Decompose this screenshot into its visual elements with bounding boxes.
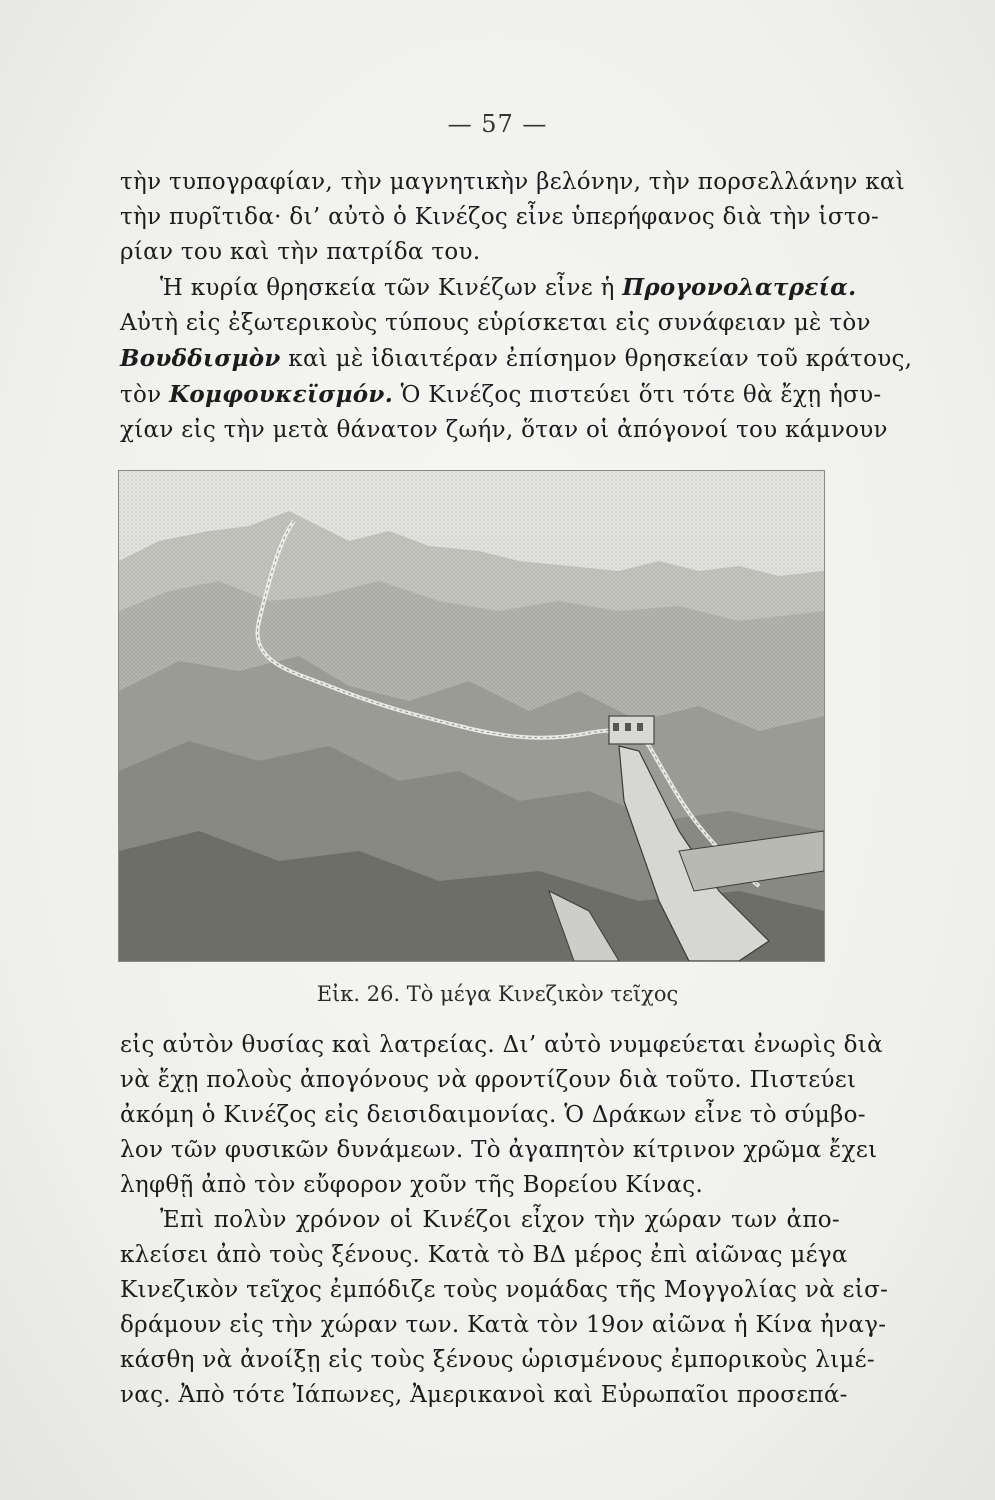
text-line — [120, 341, 913, 377]
text-line: νὰ ἔχῃ πολοὺς ἀπογόνους νὰ φροντίζουν διὰ τοῦτο. Πιστεύει — [120, 1067, 857, 1093]
text-line: Αὐτὴ εἰς ἐξωτερικοὺς τύπους εὑρίσκεται εἰς συνάφειαν μὲ τὸν — [120, 310, 871, 336]
bold-term-confucianism: Κομφουκεϊσμόν. — [169, 381, 394, 408]
text-line: εἰς αὐτὸν θυσίας καὶ λατρείας. Δι’ αὐτὸ νυμφεύεται ἐνωρὶς διὰ — [120, 1032, 883, 1058]
bold-term-ancestor-worship: Προγονολατρεία. — [622, 274, 857, 301]
text-line: νας. Ἀπὸ τότε Ἰάπωνες, Ἀμερικανοὶ καὶ Εὐρωπαῖοι προσεπά- — [120, 1382, 848, 1408]
text-line: τὴν πυρῖτιδα· δι’ αὐτὸ ὁ Κινέζος εἶνε ὑπερήφανος διὰ τὴν ἱστο- — [120, 204, 880, 230]
text-line — [120, 377, 882, 413]
page-number: — 57 — — [447, 110, 548, 138]
text-line: ληφθῇ ἀπὸ τὸν εὔφορον χοῦν τῆς Βορείου Κίνας. — [120, 1172, 704, 1198]
text-line: ἀκόμη ὁ Κινέζος εἰς δεισιδαιμονίας. Ὁ Δράκων εἶνε τὸ σύμβο- — [120, 1102, 866, 1128]
text-run: καὶ μὲ ἰδιαιτέραν ἐπίσημον θρησκείαν τοῦ κράτους, — [280, 346, 913, 372]
text-line: λον τῶν φυσικῶν δυνάμεων. Τὸ ἀγαπητὸν κίτρινον χρῶμα ἔχει — [120, 1137, 878, 1163]
great-wall-photo — [118, 470, 825, 962]
text-line: κλείσει ἀπὸ τοὺς ξένους. Κατὰ τὸ ΒΔ μέρος ἐπὶ αἰῶνας μέγα — [120, 1242, 848, 1268]
religion-paragraph — [120, 270, 913, 448]
great-wall-illustration — [119, 471, 824, 961]
text-line: ρίαν του καὶ τὴν πατρίδα του. — [120, 239, 481, 265]
text-run: τὸν — [120, 382, 170, 408]
text-line: κάσθη νὰ ἀνοίξῃ εἰς τοὺς ξένους ὡρισμένους ἐμπορικοὺς λιμέ- — [120, 1347, 875, 1373]
text-line: δράμουν εἰς τὴν χώραν των. Κατὰ τὸν 19ον αἰῶνα ἡ Κίνα ἠναγ- — [120, 1312, 887, 1338]
bold-term-buddhism: Βουδδισμὸν — [120, 345, 281, 372]
text-run: Ἡ κυρία θρησκεία τῶν Κινέζων εἶνε ἡ — [160, 275, 623, 301]
top-paragraph — [120, 165, 906, 270]
text-line: χίαν εἰς τὴν μετὰ θάνατον ζωήν, ὅταν οἱ ἀπόγονοί του κάμνουν — [120, 417, 888, 443]
text-line: Ἐπὶ πολὺν χρόνον οἱ Κινέζοι εἶχον τὴν χώραν των ἀπο- — [160, 1207, 840, 1233]
bottom-paragraph-1 — [120, 1028, 883, 1203]
text-line: Κινεζικὸν τεῖχος ἐμπόδιζε τοὺς νομάδας τῆς Μογγολίας νὰ εἰσ- — [120, 1277, 889, 1303]
bottom-paragraph-2 — [120, 1203, 889, 1413]
figure-caption: Εἰκ. 26. Τὸ μέγα Κινεζικὸν τεῖχος — [316, 982, 679, 1006]
text-line — [120, 270, 857, 306]
text-run: Ὁ Κινέζος πιστεύει ὅτι τότε θὰ ἔχῃ ἡσυ- — [393, 382, 882, 408]
text-line: τὴν τυπογραφίαν, τὴν μαγνητικὴν βελόνην, τὴν πορσελλάνην καὶ — [120, 169, 906, 195]
